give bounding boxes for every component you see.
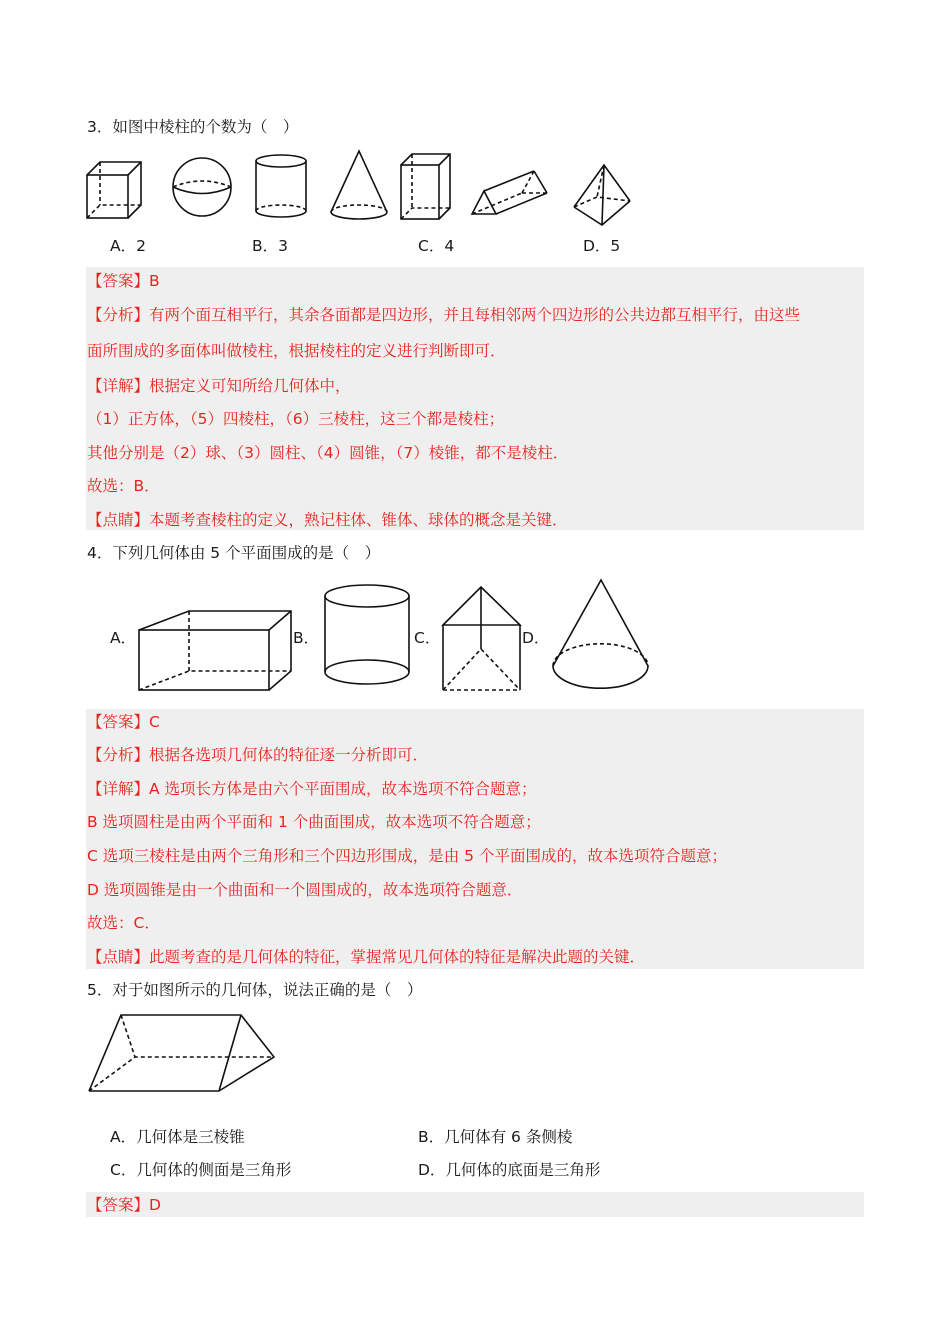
q4-option-b[interactable]: B． [293,629,320,647]
q3-choose: 故选：B． [87,477,160,495]
pyramid-icon [572,163,634,227]
q4-analysis: 【分析】根据各选项几何体的特征逐一分析即可． [87,746,429,764]
q5-answer: 【答案】D [87,1196,161,1214]
q5-option-a[interactable]: A．几何体是三棱锥 [110,1128,245,1146]
q3-option-b[interactable]: B．3 [252,237,288,255]
sphere-icon [171,156,233,218]
q5-option-b[interactable]: B．几何体有 6 条侧棱 [418,1128,573,1146]
q4-option-d[interactable]: D． [522,629,550,647]
cone-icon [551,578,651,692]
question-5-stem: 5．对于如图所示的几何体，说法正确的是（ ） [87,981,423,999]
q4-detail-4: D 选项圆锥是由一个曲面和一个圆围成的，故本选项符合题意． [87,881,523,899]
question-3-stem: 3．如图中棱柱的个数为（ ） [87,118,299,136]
q3-answer: 【答案】B [87,272,160,290]
cuboid-icon [137,609,293,693]
triangular-prism-icon [441,585,523,693]
q4-detail-1: 【详解】A 选项长方体是由六个平面围成，故本选项不符合题意； [87,780,537,798]
q4-option-c[interactable]: C． [414,629,441,647]
q4-detail-3: C 选项三棱柱是由两个三角形和三个四边形围成，是由 5 个平面围成的，故本选项符合题意； [87,847,727,865]
q4-choose: 故选：C． [87,914,160,932]
q3-option-c[interactable]: C．4 [418,237,455,255]
q3-detail-3: 其他分别是（2）球、（3）圆柱、（4）圆锥，（7）棱锥，都不是棱柱． [87,444,569,462]
q3-option-a[interactable]: A．2 [110,237,146,255]
cone-icon [328,149,390,221]
triangular-prism-icon [470,169,550,217]
cube-icon [86,160,142,220]
q4-detail-2: B 选项圆柱是由两个平面和 1 个曲面围成，故本选项不符合题意； [87,813,541,831]
square-prism-icon [400,152,452,222]
q3-analysis-1: 【分析】有两个面互相平行，其余各面都是四边形，并且每相邻两个四边形的公共边都互相平行，由这些 [87,306,801,324]
q5-option-c[interactable]: C．几何体的侧面是三角形 [110,1161,292,1179]
q3-detail-2: （1）正方体，（5）四棱柱，（6）三棱柱，这三个都是棱柱； [87,410,505,428]
q3-option-d[interactable]: D．5 [583,237,621,255]
q3-comment: 【点睛】本题考查棱柱的定义，熟记柱体、锥体、球体的概念是关键． [87,511,568,529]
q4-option-a[interactable]: A． [110,629,137,647]
q5-answer-box [86,1192,864,1217]
q3-detail-1: 【详解】根据定义可知所给几何体中， [87,377,351,395]
cylinder-icon [254,153,308,219]
q4-comment: 【点睛】此题考查的是几何体的特征，掌握常见几何体的特征是解决此题的关键． [87,948,646,966]
cylinder-icon [323,583,411,687]
triangular-prism-icon [87,1013,277,1095]
q3-analysis-2: 面所围成的多面体叫做棱柱，根据棱柱的定义进行判断即可． [87,342,506,360]
question-4-stem: 4．下列几何体由 5 个平面围成的是（ ） [87,544,381,562]
q4-answer: 【答案】C [87,713,160,731]
q5-option-d[interactable]: D．几何体的底面是三角形 [418,1161,601,1179]
